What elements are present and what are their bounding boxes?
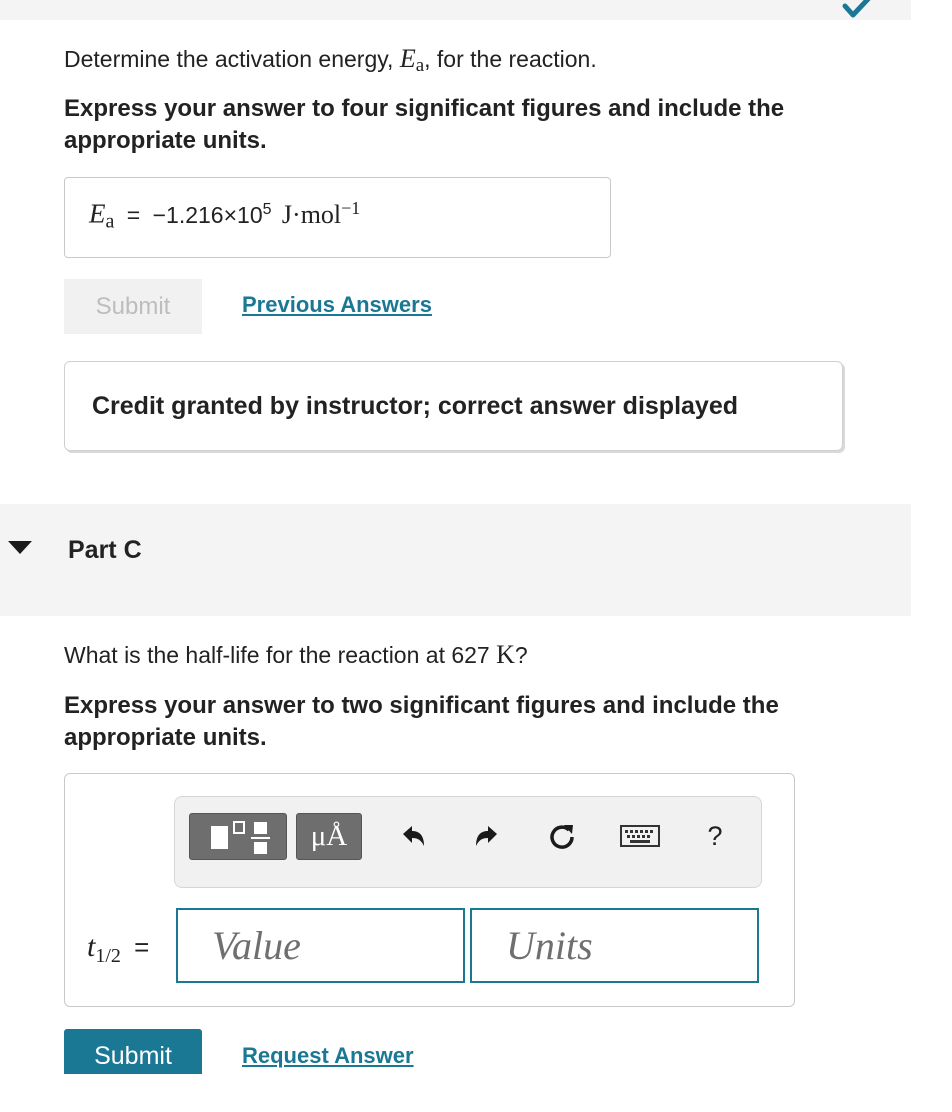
top-band: [0, 0, 911, 20]
partb-question: [64, 44, 597, 77]
partb-submit-button[interactable]: Submit: [64, 279, 202, 334]
value-input[interactable]: Value: [176, 908, 465, 983]
partc-answer-editor: [64, 773, 795, 1007]
units-button[interactable]: [296, 813, 362, 860]
partb-feedback: Credit granted by instructor; correct answer displayed: [64, 361, 843, 451]
partb-question-var: E: [399, 44, 416, 73]
answer-unit: J·mol: [281, 199, 342, 229]
partb-question-suffix: , for the reaction.: [424, 46, 597, 72]
reset-icon: [547, 821, 577, 851]
partb-question-var-sub: a: [415, 55, 425, 76]
half-life-label: [87, 930, 149, 968]
partb-answer: [89, 198, 360, 234]
undo-button[interactable]: [397, 819, 429, 853]
answer-var: E: [89, 198, 106, 229]
reset-button[interactable]: [546, 819, 578, 853]
redo-icon: [473, 823, 501, 849]
partb-answer-box: [64, 177, 611, 258]
partc-title[interactable]: Part C: [68, 536, 142, 564]
partb-question-prefix: Determine the activation energy,: [64, 46, 400, 72]
help-icon: ?: [707, 820, 723, 851]
redo-button[interactable]: [471, 819, 503, 853]
input-var: t: [87, 930, 96, 963]
math-toolbar: [174, 796, 762, 888]
partc-submit-button[interactable]: Submit: [64, 1029, 202, 1074]
checkmark-icon: [842, 0, 872, 20]
answer-exponent: 5: [262, 201, 272, 218]
answer-var-sub: a: [105, 210, 115, 233]
request-answer-link[interactable]: Request Answer: [242, 1043, 414, 1068]
partc-question-prefix: What is the half-life for the reaction at 627: [64, 642, 497, 668]
help-button[interactable]: [699, 819, 731, 853]
undo-icon: [399, 823, 427, 849]
partc-question-suffix: ?: [514, 642, 528, 668]
previous-answers-link[interactable]: Previous Answers: [242, 292, 432, 317]
units-input[interactable]: Units: [470, 908, 759, 983]
partc-question-unit: K: [496, 640, 515, 669]
partb-instruction: Express your answer to four significant figures and include the appropriate units.: [64, 95, 785, 154]
partc-instruction: Express your answer to two significant figures and include the appropriate units.: [64, 692, 779, 751]
units-icon: μÅ: [310, 820, 348, 852]
answer-value: −1.216×10: [152, 201, 263, 228]
collapse-triangle-icon[interactable]: [8, 541, 32, 554]
answer-unit-exponent: −1: [341, 198, 361, 218]
keyboard-button[interactable]: [619, 819, 661, 853]
answer-equals: =: [126, 201, 141, 228]
input-var-sub: 1/2: [95, 945, 121, 967]
template-icon: [190, 814, 288, 861]
keyboard-icon: [620, 825, 660, 847]
partc-question: [64, 640, 528, 670]
template-button[interactable]: [189, 813, 287, 860]
input-equals: =: [134, 932, 150, 962]
